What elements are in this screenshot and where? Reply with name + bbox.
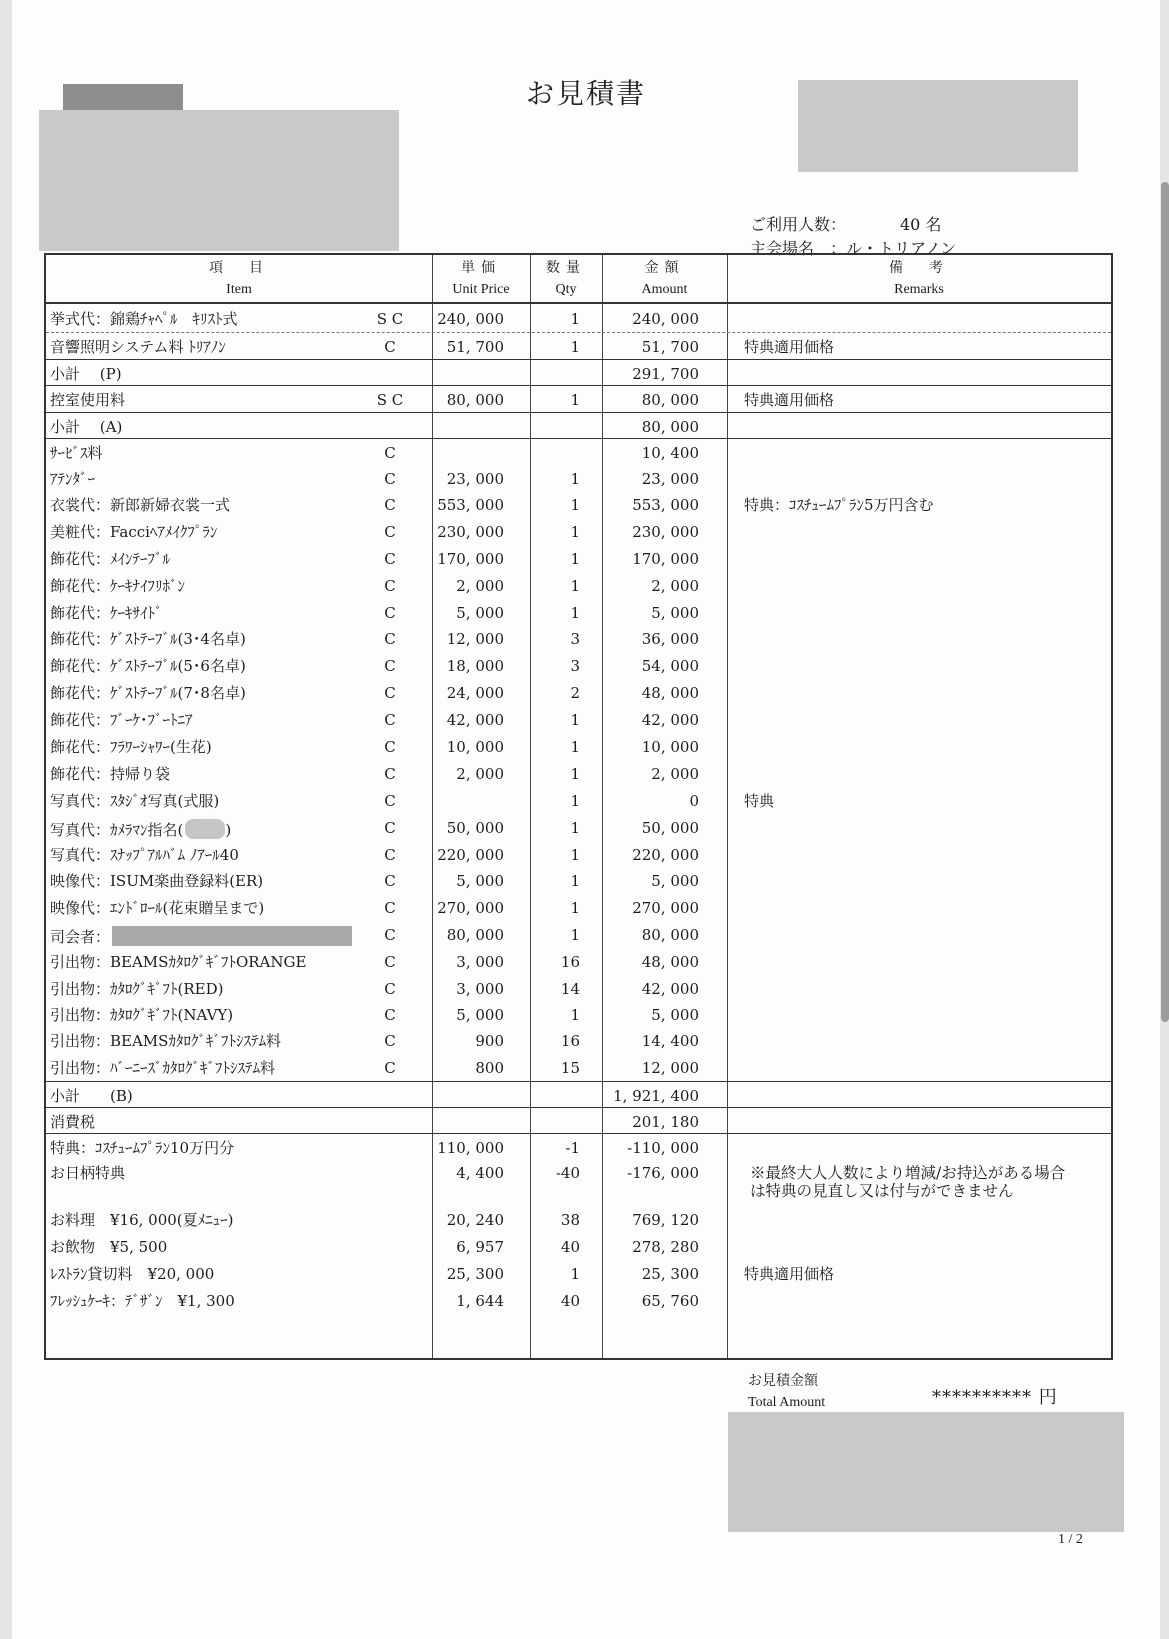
cell-amount: -176, 000 [627,1164,699,1182]
table-row [46,1001,1111,1027]
cell-item: 引出物：ﾊﾞｰﾆｰｽﾞｶﾀﾛｸﾞｷﾞﾌﾄｼｽﾃﾑ料 [50,1059,276,1077]
cell-item: 飾花代：ｹﾞｽﾄﾃｰﾌﾞﾙ(5･6名卓) [50,657,246,675]
cell-amount: 220, 000 [632,846,699,864]
cell-amount: 42, 000 [641,711,699,729]
cell-unit-price: 553, 000 [437,496,504,514]
cell-qty: 1 [570,391,580,409]
table-row [46,465,1111,491]
cell-item: 飾花代：ﾌﾗﾜｰｼｬﾜｰ(生花) [50,738,212,756]
cell-remarks: ※最終大人人数により増減/お持込がある場合 は特典の見直し又は付与ができません [750,1164,1066,1200]
cell-unit-price: 25, 300 [446,1265,504,1283]
cell-qty: 40 [560,1292,580,1310]
cell-qty: 1 [570,338,580,356]
redacted-text [185,819,225,839]
cell-code: C [384,338,396,356]
cell-item: 小計 (P) [50,365,122,383]
cell-item: 引出物：BEAMSｶﾀﾛｸﾞｷﾞﾌﾄORANGE [50,953,307,971]
cell-amount: 80, 000 [641,391,699,409]
table-row [46,1206,1111,1233]
table-row [46,1233,1111,1260]
table-row [46,894,1111,921]
cell-code: C [384,953,396,971]
redacted-block-footer [728,1412,1124,1532]
guests-value: 40 名 [900,215,942,234]
table-row [46,359,1111,386]
cell-qty: 1 [570,899,580,917]
cell-unit-price: 10, 000 [446,738,504,756]
cell-unit-price: 23, 000 [446,470,504,488]
table-row [46,733,1111,760]
cell-item: 映像代：ｴﾝﾄﾞﾛｰﾙ(花束贈呈まで) [50,899,265,917]
cell-unit-price: 110, 000 [437,1139,504,1157]
cell-qty: 1 [570,738,580,756]
cell-remarks: 特典 [744,792,775,810]
table-row [46,814,1111,841]
cell-unit-price: 270, 000 [437,899,504,917]
cell-item: 引出物：ｶﾀﾛｸﾞｷﾞﾌﾄ(NAVY) [50,1006,234,1024]
cell-amount: 270, 000 [632,899,699,917]
cell-qty: -1 [565,1139,580,1157]
cell-unit-price: 170, 000 [437,550,504,568]
cell-amount: 10, 400 [641,444,699,462]
cell-qty: 38 [560,1211,580,1229]
cell-unit-price: 2, 000 [456,577,504,595]
cell-amount: 240, 000 [632,310,699,328]
cell-item: 飾花代：ｹｰｷﾅｲﾌﾘﾎﾞﾝ [50,577,186,595]
cell-code: C [384,711,396,729]
cell-qty: 1 [570,577,580,595]
cell-amount: 291, 700 [632,365,699,383]
table-row [46,599,1111,625]
cell-code: S C [376,310,404,328]
table-row [46,787,1111,814]
cell-amount: 42, 000 [641,980,699,998]
venue-value: ：ル・トリアノン [830,239,957,258]
cell-qty: 1 [570,819,580,837]
header-remarks: 備 考 Remarks [889,260,949,297]
cell-unit-price: 80, 000 [446,926,504,944]
table-row [46,332,1111,360]
cell-unit-price: 5, 000 [456,872,504,890]
cell-item: 飾花代：ｹｰｷｻｲﾄﾞ [50,604,163,622]
scrollbar[interactable] [1161,182,1169,1022]
cell-code: C [384,872,396,890]
cell-qty: 1 [570,550,580,568]
table-row [46,1260,1111,1287]
cell-code: C [384,926,396,944]
cell-unit-price: 3, 000 [456,980,504,998]
cell-item: 美粧代：Facciﾍｱﾒｲｸﾌﾟﾗﾝ [50,523,218,541]
cell-unit-price: 24, 000 [446,684,504,702]
cell-unit-price: 5, 000 [456,1006,504,1024]
table-row [46,385,1111,413]
cell-qty: 1 [570,846,580,864]
venue-label: 主会場名 [750,239,815,258]
cell-amount: 65, 760 [641,1292,699,1310]
table-row [46,867,1111,894]
cell-code: C [384,792,396,810]
table-row [46,545,1111,572]
cell-amount: 5, 000 [651,1006,699,1024]
cell-amount: 0 [689,792,699,810]
cell-code: C [384,1059,396,1077]
cell-item: 飾花代：ｹﾞｽﾄﾃｰﾌﾞﾙ(3･4名卓) [50,630,246,648]
cell-unit-price: 20, 240 [446,1211,504,1229]
cell-amount: 23, 000 [641,470,699,488]
cell-code: C [384,980,396,998]
cell-qty: 14 [560,980,580,998]
cell-item: ﾌﾚｯｼｭｹｰｷ：ﾃﾞｻﾞﾝ ¥1, 300 [50,1292,235,1310]
cell-qty: 2 [570,684,580,702]
cell-unit-price: 240, 000 [437,310,504,328]
table-row [46,760,1111,787]
cell-amount: 769, 120 [632,1211,699,1229]
cell-amount: 14, 400 [641,1032,699,1050]
cell-qty: 40 [560,1238,580,1256]
cell-unit-price: 42, 000 [446,711,504,729]
cell-unit-price: 220, 000 [437,846,504,864]
cell-item: 特典：ｺｽﾁｭｰﾑﾌﾟﾗﾝ10万円分 [50,1139,235,1157]
cell-item: 控室使用料 [50,391,126,409]
cell-code: C [384,523,396,541]
table-row [46,1027,1111,1054]
table-row [46,1133,1111,1160]
cell-code: C [384,846,396,864]
cell-item: ｻｰﾋﾞｽ料 [50,444,103,462]
total-amount-value: ********** 円 [932,1387,1058,1408]
cell-item: 飾花代：ｹﾞｽﾄﾃｰﾌﾞﾙ(7･8名卓) [50,684,246,702]
cell-qty: 1 [570,604,580,622]
cell-qty: 1 [570,792,580,810]
table-row [46,706,1111,733]
estimate-sheet [12,0,1160,1639]
cell-qty: 1 [570,926,580,944]
cell-code: C [384,819,396,837]
table-row [46,679,1111,706]
table-row [46,305,1111,332]
cell-item: 写真代：ｽﾅｯﾌﾟｱﾙﾊﾞﾑ ﾉｱｰﾙ40 [50,846,239,864]
cell-item: 引出物：BEAMSｶﾀﾛｸﾞｷﾞﾌﾄｼｽﾃﾑ料 [50,1032,281,1050]
cell-item: 飾花代：ﾒｲﾝﾃｰﾌﾞﾙ [50,550,171,568]
cell-item: 消費税 [50,1113,96,1131]
table-row [46,1107,1111,1134]
table-row [46,652,1111,679]
table-row [46,948,1111,975]
cell-amount: 278, 280 [632,1238,699,1256]
cell-unit-price: 900 [475,1032,504,1050]
cell-item: お料理 ¥16, 000(夏ﾒﾆｭｰ) [50,1211,234,1229]
cell-amount: 170, 000 [632,550,699,568]
redacted-block-customer [39,110,399,251]
cell-item: 写真代：ｽﾀｼﾞｵ写真(式服) [50,792,220,810]
cell-amount: 51, 700 [641,338,699,356]
cell-remarks: 特典適用価格 [744,1265,835,1283]
cell-unit-price: 3, 000 [456,953,504,971]
cell-amount: 80, 000 [641,926,699,944]
cell-amount: 5, 000 [651,872,699,890]
cell-item: お飲物 ¥5, 500 [50,1238,168,1256]
cell-item: 映像代：ISUM楽曲登録料(ER) [50,872,264,890]
cell-unit-price: 51, 700 [446,338,504,356]
cell-amount: 80, 000 [641,418,699,436]
cell-item: 音響照明システム料 ﾄﾘｱﾉﾝ [50,338,226,356]
cell-amount: 2, 000 [651,765,699,783]
cell-unit-price: 6, 957 [456,1238,504,1256]
cell-code: C [384,1032,396,1050]
cell-item: お日柄特典 [50,1164,126,1182]
cell-qty: 1 [570,1265,580,1283]
page-number: 1 / 2 [1058,1532,1083,1547]
guests-label: ご利用人数： [750,215,847,234]
cell-qty: 3 [570,657,580,675]
cell-amount: 5, 000 [651,604,699,622]
cell-unit-price: 5, 000 [456,604,504,622]
header-item: 項 目 Item [209,260,269,297]
cell-item: ｱﾃﾝﾀﾞｰ [50,470,96,488]
cell-amount: 230, 000 [632,523,699,541]
cell-amount: 54, 000 [641,657,699,675]
cell-amount: 553, 000 [632,496,699,514]
cell-code: C [384,550,396,568]
cell-qty: -40 [555,1164,580,1182]
cell-item: 飾花代：ﾌﾞｰｹ･ﾌﾞｰﾄﾆｱ [50,711,193,729]
cell-qty: 15 [560,1059,580,1077]
cell-qty: 1 [570,310,580,328]
cell-amount: 25, 300 [641,1265,699,1283]
cell-item: ﾚｽﾄﾗﾝ貸切料 ¥20, 000 [50,1265,215,1283]
cell-code: C [384,604,396,622]
cell-amount: 201, 180 [632,1113,699,1131]
cell-unit-price: 12, 000 [446,630,504,648]
cell-amount: 1, 921, 400 [613,1087,699,1105]
cell-amount: 50, 000 [641,819,699,837]
cell-item: 飾花代：持帰り袋 [50,765,171,783]
cell-item: 小計 (B) [50,1087,133,1105]
cell-item: 司会者： [50,926,352,946]
table-row [46,1287,1111,1314]
cell-amount: 10, 000 [641,738,699,756]
cell-amount: -110, 000 [627,1139,699,1157]
cell-qty: 1 [570,496,580,514]
cell-qty: 1 [570,765,580,783]
cell-code: C [384,496,396,514]
cell-code: C [384,765,396,783]
cell-qty: 1 [570,711,580,729]
cell-remarks: 特典適用価格 [744,391,835,409]
cell-remarks: 特典適用価格 [744,338,835,356]
cell-amount: 48, 000 [641,953,699,971]
cell-unit-price: 4, 400 [456,1164,504,1182]
table-row [46,1081,1111,1108]
cell-qty: 3 [570,630,580,648]
cell-code: C [384,1006,396,1024]
header-amount: 金額 Amount [641,260,688,297]
table-row [46,491,1111,518]
table-row [46,1159,1111,1206]
cell-qty: 1 [570,872,580,890]
cell-qty: 16 [560,1032,580,1050]
cell-remarks: 特典：ｺｽﾁｭｰﾑﾌﾟﾗﾝ5万円含む [744,496,934,514]
cell-code: C [384,444,396,462]
cell-unit-price: 18, 000 [446,657,504,675]
table-row [46,921,1111,948]
table-row [46,841,1111,867]
cell-item: 写真代：ｶﾒﾗﾏﾝ指名( ) [50,821,232,839]
table-row [46,518,1111,545]
cell-unit-price: 80, 000 [446,391,504,409]
cell-amount: 48, 000 [641,684,699,702]
cell-qty: 1 [570,1006,580,1024]
table-row [46,625,1111,652]
cell-item: 衣裳代：新郎新婦衣裳一式 [50,496,231,514]
cell-code: S C [376,391,404,409]
cell-code: C [384,657,396,675]
table-row [46,412,1111,439]
header-unit-price: 単価 Unit Price [452,260,510,297]
redacted-text [112,926,352,946]
header-qty: 数量 Qty [546,260,586,297]
table-row [46,975,1111,1001]
cell-code: C [384,684,396,702]
cell-item: 引出物：ｶﾀﾛｸﾞｷﾞﾌﾄ(RED) [50,980,224,998]
cell-item: 小計 (A) [50,418,123,436]
total-amount-label: お見積金額 Total Amount [748,1373,826,1410]
table-row [46,572,1111,599]
cell-qty: 1 [570,523,580,541]
cell-qty: 1 [570,470,580,488]
cell-unit-price: 230, 000 [437,523,504,541]
table-row [46,438,1111,466]
cell-amount: 36, 000 [641,630,699,648]
document-title: お見積書 [525,77,646,110]
cell-code: C [384,470,396,488]
cell-unit-price: 2, 000 [456,765,504,783]
cell-code: C [384,630,396,648]
cell-code: C [384,577,396,595]
table-row [46,1054,1111,1081]
cell-code: C [384,738,396,756]
cell-amount: 12, 000 [641,1059,699,1077]
estimate-table [44,253,1113,1360]
cell-unit-price: 1, 644 [456,1292,504,1310]
cell-item: 挙式代：錦鶏ﾁｬﾍﾟﾙ ｷﾘｽﾄ式 [50,310,238,328]
cell-code: C [384,899,396,917]
cell-unit-price: 800 [475,1059,504,1077]
cell-qty: 16 [560,953,580,971]
cell-amount: 2, 000 [651,577,699,595]
cell-unit-price: 50, 000 [446,819,504,837]
